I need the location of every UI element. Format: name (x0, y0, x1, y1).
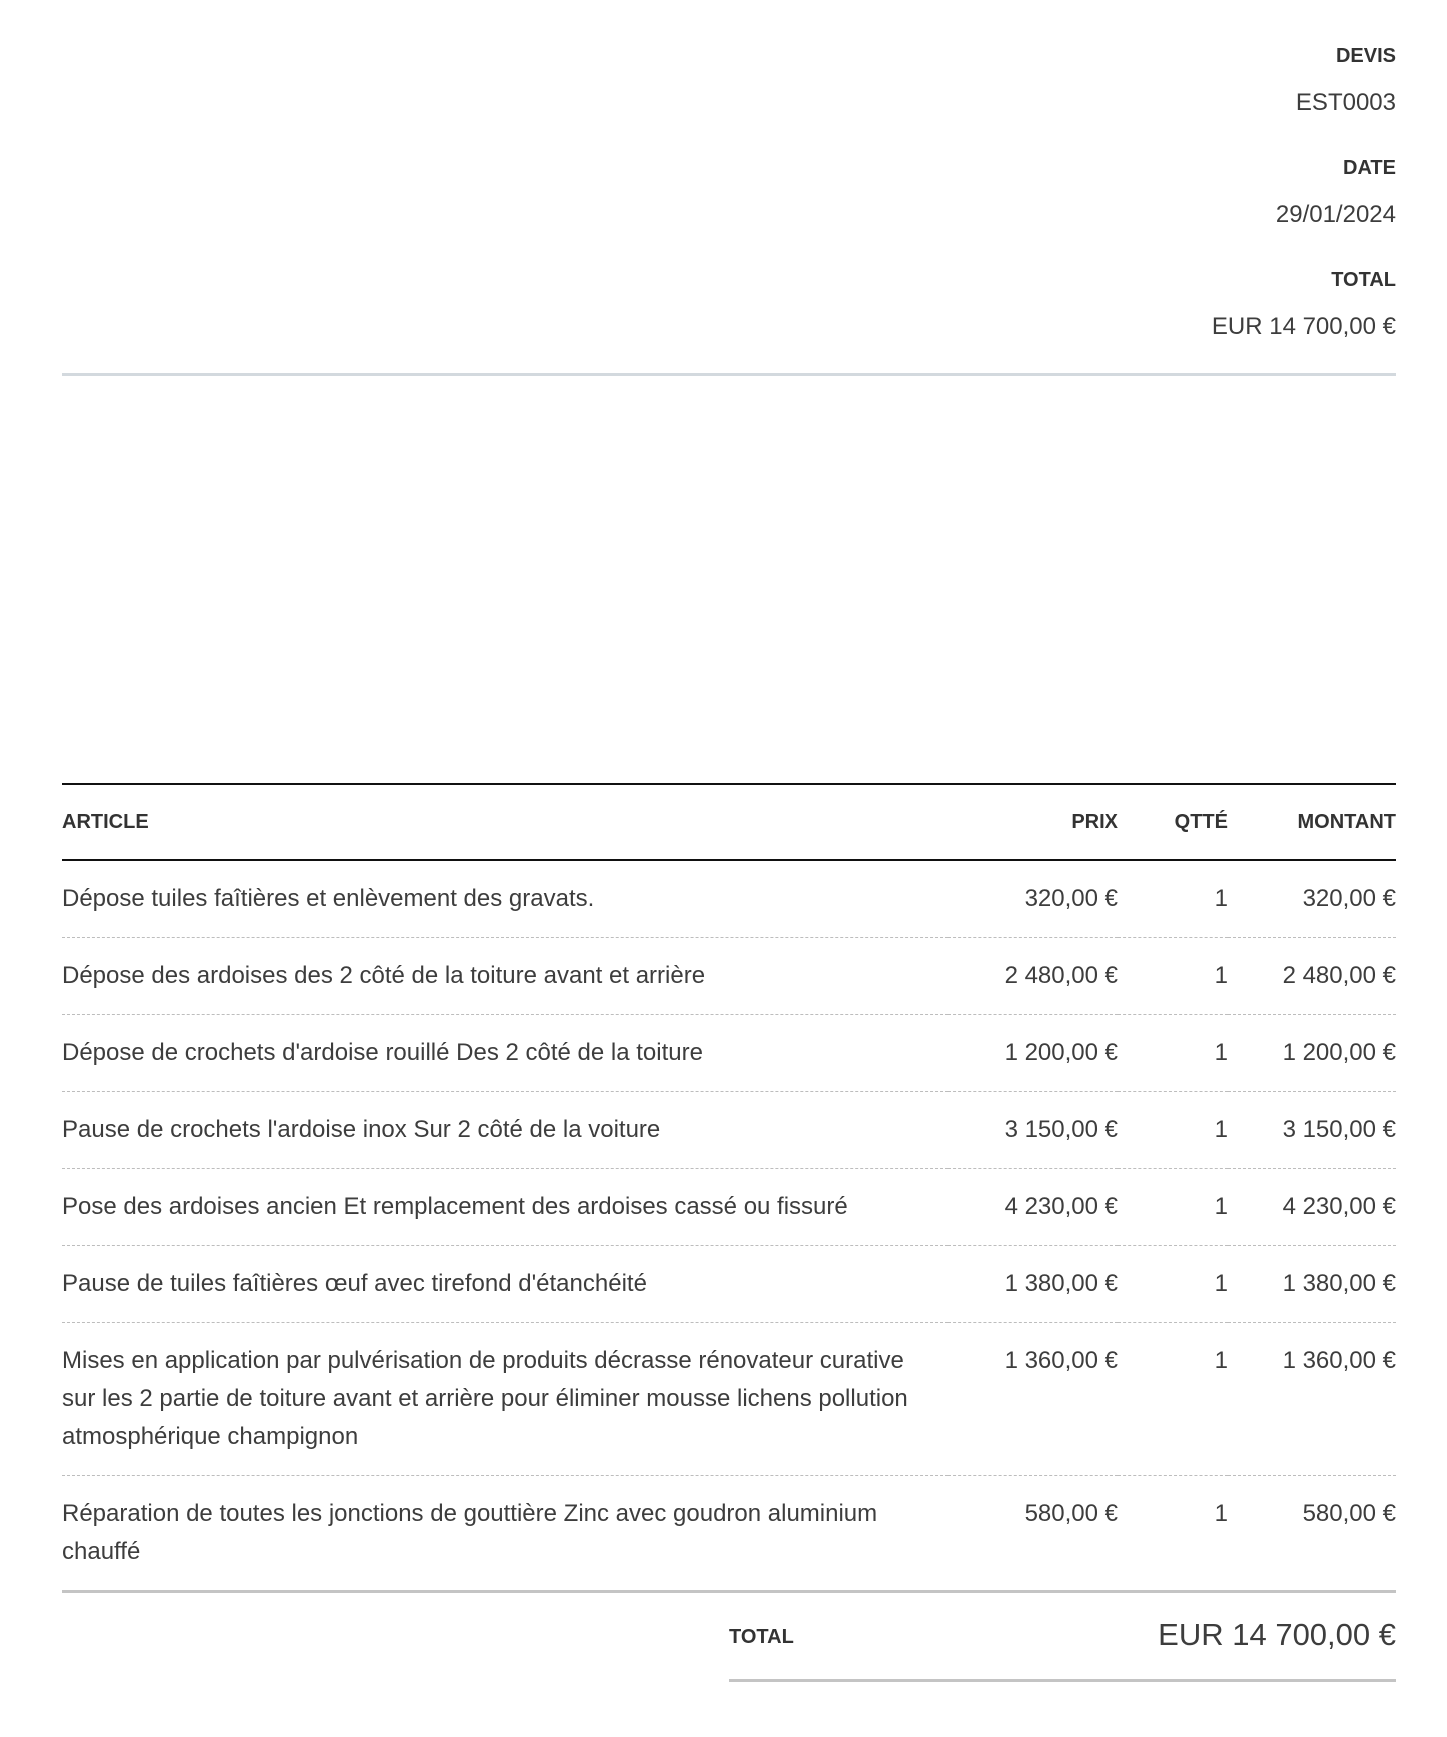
quote-number: EST0003 (1295, 89, 1396, 116)
table-row (62, 1015, 1396, 1092)
row-qte: 1 (1214, 885, 1228, 912)
row-article: Dépose des ardoises des 2 côté de la toiture avant et arrière (62, 962, 706, 989)
table-row (62, 860, 1396, 938)
row-qte: 1 (1214, 1500, 1228, 1527)
row-montant: 2 480,00 € (1282, 962, 1396, 989)
row-montant: 320,00 € (1302, 885, 1396, 912)
row-prix: 1 360,00 € (1004, 1347, 1118, 1374)
row-montant: 1 200,00 € (1282, 1039, 1396, 1066)
row-qte: 1 (1214, 1193, 1228, 1220)
row-prix: 2 480,00 € (1004, 962, 1118, 989)
row-prix: 4 230,00 € (1004, 1193, 1118, 1220)
totals-block (729, 1597, 1396, 1682)
row-montant: 580,00 € (1302, 1500, 1396, 1527)
table-row (62, 938, 1396, 1015)
row-prix: 1 200,00 € (1004, 1039, 1118, 1066)
row-prix: 3 150,00 € (1004, 1116, 1118, 1143)
row-qte: 1 (1214, 1116, 1228, 1143)
meta-total-label: TOTAL (1331, 269, 1396, 291)
row-qte: 1 (1214, 1270, 1228, 1297)
row-article: Pose des ardoises ancien Et remplacement des ardoises cassé ou fissuré (62, 1193, 848, 1220)
row-article: Pause de tuiles faîtières œuf avec tirefond d'étanchéité (62, 1270, 647, 1297)
row-montant: 1 360,00 € (1282, 1347, 1396, 1374)
row-article: Mises en application par pulvérisation de produits décrasse rénovateur curative sur les 2 partie de toiture avant et arrière pour éliminer mousse lichens pollution atmosphérique champignon (62, 1347, 908, 1450)
row-article: Dépose de crochets d'ardoise rouillé Des 2 côté de la toiture (62, 1039, 703, 1066)
items-table (62, 783, 1396, 1593)
row-prix: 1 380,00 € (1004, 1270, 1118, 1297)
table-row (62, 1169, 1396, 1246)
table-row (62, 1476, 1396, 1592)
row-montant: 3 150,00 € (1282, 1116, 1396, 1143)
col-header-article: ARTICLE (62, 784, 948, 860)
row-montant: 1 380,00 € (1282, 1270, 1396, 1297)
col-header-montant: MONTANT (1228, 784, 1396, 860)
row-prix: 580,00 € (1024, 1500, 1118, 1527)
col-header-prix: PRIX (948, 784, 1118, 860)
quote-number-label: DEVIS (1335, 45, 1396, 67)
table-header-row (62, 784, 1396, 860)
meta-total-value: EUR 14 700,00 € (1211, 313, 1396, 340)
table-row (62, 1092, 1396, 1169)
row-qte: 1 (1214, 1347, 1228, 1374)
table-row (62, 1323, 1396, 1476)
row-qte: 1 (1214, 1039, 1228, 1066)
row-montant: 4 230,00 € (1282, 1193, 1396, 1220)
grand-total-label: TOTAL (729, 1626, 794, 1648)
grand-total-value: EUR 14 700,00 € (1158, 1617, 1396, 1652)
col-header-qte: QTTÉ (1118, 784, 1228, 860)
row-qte: 1 (1214, 962, 1228, 989)
header-divider (62, 373, 1396, 376)
date-label: DATE (1343, 157, 1396, 179)
table-row (62, 1246, 1396, 1323)
row-article: Réparation de toutes les jonctions de gouttière Zinc avec goudron aluminium chauffé (62, 1500, 878, 1565)
date-value: 29/01/2024 (1275, 201, 1396, 228)
row-prix: 320,00 € (1024, 885, 1118, 912)
row-article: Pause de crochets l'ardoise inox Sur 2 côté de la voiture (62, 1116, 661, 1143)
row-article: Dépose tuiles faîtières et enlèvement des gravats. (62, 885, 595, 912)
